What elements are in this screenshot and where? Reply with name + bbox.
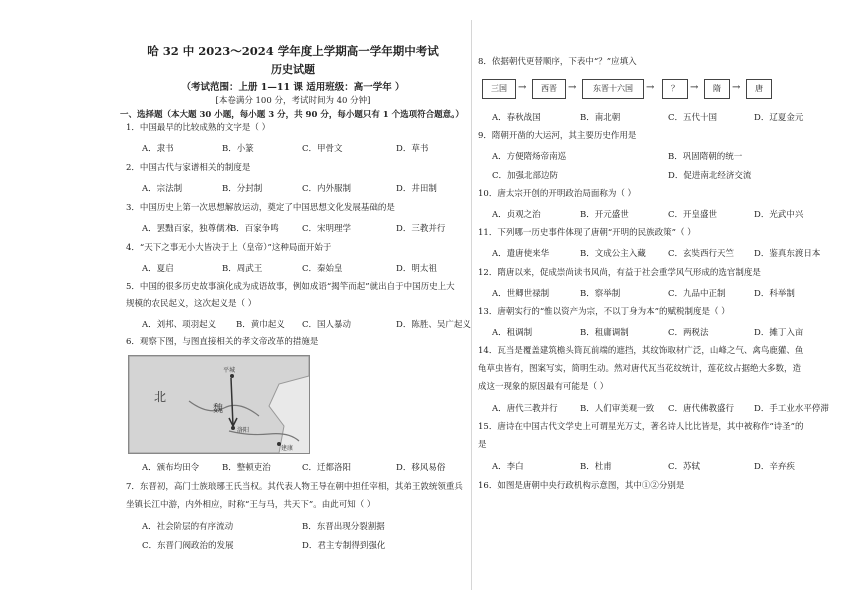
map-label-north: 北 (154, 390, 167, 404)
question-stem-cont: 是 (478, 440, 487, 450)
question-stem: 16．如图是唐朝中央行政机构示意图，其中①②分别是 (478, 481, 685, 491)
option-c: C．国人暴动 (302, 320, 352, 330)
option-b: B．文成公主入藏 (580, 249, 646, 259)
option-d: D．辽夏金元 (754, 113, 804, 123)
option-a: A．刘邦、项羽起义 (142, 320, 217, 330)
option-a: A．李白 (492, 462, 524, 472)
exam-scope: （考试范围：上册 1—11 课 适用班级：高一学年 ） (181, 82, 405, 93)
option-c: C．加强北部边防 (492, 171, 559, 181)
option-d: D．陈胜、吴广起义 (396, 320, 471, 330)
option-b: B．人们审美观一致 (580, 404, 655, 414)
option-a: A．春秋战国 (492, 113, 541, 123)
question-stem: 12．隋唐以来，促成崇尚读书风尚，有益于社会重学风气形成的选官制度是 (478, 268, 761, 278)
option-c: C．苏轼 (668, 462, 701, 472)
option-b: B．开元盛世 (580, 210, 629, 220)
question-stem: 2．中国古代与家谱相关的制度是 (126, 163, 251, 173)
question-stem: 9．隋朝开凿的大运河，其主要历史作用是 (478, 131, 637, 141)
option-a: A．方便隋炀帝南巡 (492, 152, 567, 162)
sequence-box: 西晋 (532, 79, 566, 99)
option-b: B．东晋出现分裂割据 (302, 522, 385, 532)
section-heading: 一、选择题（本大题 30 小题，每小题 3 分，共 90 分，每小题只有 1 个选项符合题意。） (120, 110, 464, 120)
question-stem: 4．“天下之事无小大皆决于上（皇帝）”这种局面开始于 (126, 243, 332, 253)
option-b: B．整顿吏治 (222, 463, 271, 473)
sequence-box: 隋 (704, 79, 730, 99)
exam-title: 哈 32 中 2023～2024 学年度上学期高一学年期中考试 (147, 44, 439, 58)
option-d: D．井田制 (396, 184, 437, 194)
option-d: D．手工业水平停滞 (754, 404, 829, 414)
option-d: D．鉴真东渡日本 (754, 249, 821, 259)
option-c: C．秦始皇 (302, 264, 343, 274)
arrow-icon: → (690, 82, 699, 93)
question-stem: 11．下列哪一历史事件体现了唐朝“开明的民族政策”（ ） (478, 228, 696, 238)
question-stem: 8．依据朝代更替顺序，下表中“？”应填入 (478, 57, 637, 67)
option-c: C．迁都洛阳 (302, 463, 352, 473)
question-stem: 14．瓦当是覆盖建筑檐头筒瓦前端的遮挡，其纹饰取材广泛，山峰之气、禽鸟鹿獾、鱼 (478, 346, 804, 356)
option-a: A．唐代三教并行 (492, 404, 558, 414)
option-a: A．夏启 (142, 264, 174, 274)
option-b: B．百家争鸣 (230, 224, 279, 234)
option-b: B．巩固隋朝的统一 (668, 152, 743, 162)
arrow-icon: → (646, 82, 655, 93)
option-c: C．两税法 (668, 328, 709, 338)
map-city-pingcheng: 平城 (223, 367, 236, 374)
dynasty-sequence (478, 79, 778, 99)
question-stem: 13．唐朝实行的“惟以资产为宗，不以丁身为本”的赋税制度是（ ） (478, 307, 730, 317)
option-d: D．明太祖 (396, 264, 437, 274)
arrow-icon: → (732, 82, 741, 93)
map-city-jiankang: 建康 (281, 445, 294, 452)
northern-wei-map (128, 355, 310, 454)
exam-subject: 历史试题 (271, 63, 315, 76)
option-c: C．五代十国 (668, 113, 718, 123)
question-stem: 1．中国最早的比较成熟的文字是（ ） (126, 123, 271, 133)
column-divider (471, 20, 472, 590)
question-stem: 6．观察下图，与图直接相关的孝文帝改革的措施是 (126, 337, 319, 347)
question-stem: 15．唐诗在中国古代文学史上可谓星光万丈，著名诗人比比皆是，其中被称作“诗圣”的 (478, 422, 804, 432)
option-c: C．甲骨文 (302, 144, 343, 154)
option-c: C．内外服制 (302, 184, 352, 194)
sequence-box: 唐 (746, 79, 772, 99)
option-a: A．贞观之治 (492, 210, 541, 220)
option-d: D．移风易俗 (396, 463, 446, 473)
option-a: A．租调制 (492, 328, 533, 338)
question-stem: 10．唐太宗开创的开明政治局面称为（ ） (478, 189, 637, 199)
map-city-luoyang: 洛阳 (237, 427, 250, 434)
option-b: B．小篆 (222, 144, 254, 154)
option-c: C．开皇盛世 (668, 210, 718, 220)
option-c: C．玄奘西行天竺 (668, 249, 735, 259)
option-b: B．南北朝 (580, 113, 621, 123)
option-a: A．社会阶层的有序流动 (142, 522, 234, 532)
question-stem: 3．中国历史上第一次思想解放运动，奠定了中国思想文化发展基础的是 (126, 203, 395, 213)
question-stem-cont: 成这一现象的原因最有可能是（ ） (478, 382, 609, 392)
option-d: D．辛弃疾 (754, 462, 795, 472)
sequence-box: 东晋十六国 (582, 79, 644, 99)
option-b: B．周武王 (222, 264, 263, 274)
question-stem-cont: 龟草虫皆有，图案写实，简明生动。然对唐代瓦当花纹统计，莲花纹占据绝大多数，造 (478, 364, 802, 374)
option-b: B．租庸调制 (580, 328, 629, 338)
option-d: D．三教并行 (396, 224, 446, 234)
option-d: D．促进南北经济交流 (668, 171, 752, 181)
question-stem-cont: 规模的农民起义，这次起义是（ ） (126, 299, 257, 309)
option-d: D．科举制 (754, 289, 795, 299)
map-graphic (129, 356, 309, 453)
option-c: C．唐代佛教盛行 (668, 404, 735, 414)
option-c: C．九品中正制 (668, 289, 726, 299)
option-c: C．东晋门阀政治的发展 (142, 541, 234, 551)
option-d: D．君主专制得到强化 (302, 541, 386, 551)
arrow-icon: → (568, 82, 577, 93)
option-b: B．察举制 (580, 289, 621, 299)
option-b: B．杜甫 (580, 462, 612, 472)
option-b: B．分封制 (222, 184, 263, 194)
exam-note: [本卷满分 100 分，考试时间为 40 分钟] (215, 96, 371, 106)
question-stem-cont: 坐镇长江中游，内外相应，时称“王与马，共天下”。由此可知（ ） (126, 500, 376, 510)
option-a: A．世卿世禄制 (492, 289, 550, 299)
sequence-box: ？ (662, 79, 688, 99)
question-stem: 5．中国的很多历史故事演化成为成语故事，例如成语“揭竿而起”就出自于中国历史上大 (126, 282, 455, 292)
option-a: A．宗法制 (142, 184, 183, 194)
option-a: A．颁布均田令 (142, 463, 200, 473)
sequence-box: 三国 (482, 79, 516, 99)
option-c: C．宋明理学 (302, 224, 352, 234)
option-a: A．罢黜百家，独尊儒术 (142, 224, 234, 234)
option-d: D．草书 (396, 144, 429, 154)
question-stem: 7．东晋初，高门士族琅琊王氏当权。其代表人物王导在朝中担任宰相，其弟王敦统领重兵 (126, 482, 463, 492)
option-a: A．隶书 (142, 144, 174, 154)
option-d: D．摊丁入亩 (754, 328, 804, 338)
option-b: B．黄巾起义 (236, 320, 285, 330)
option-a: A．遣唐使来华 (492, 249, 550, 259)
arrow-icon: → (518, 82, 527, 93)
option-d: D．光武中兴 (754, 210, 804, 220)
map-label-wei: 魏 (213, 404, 223, 415)
